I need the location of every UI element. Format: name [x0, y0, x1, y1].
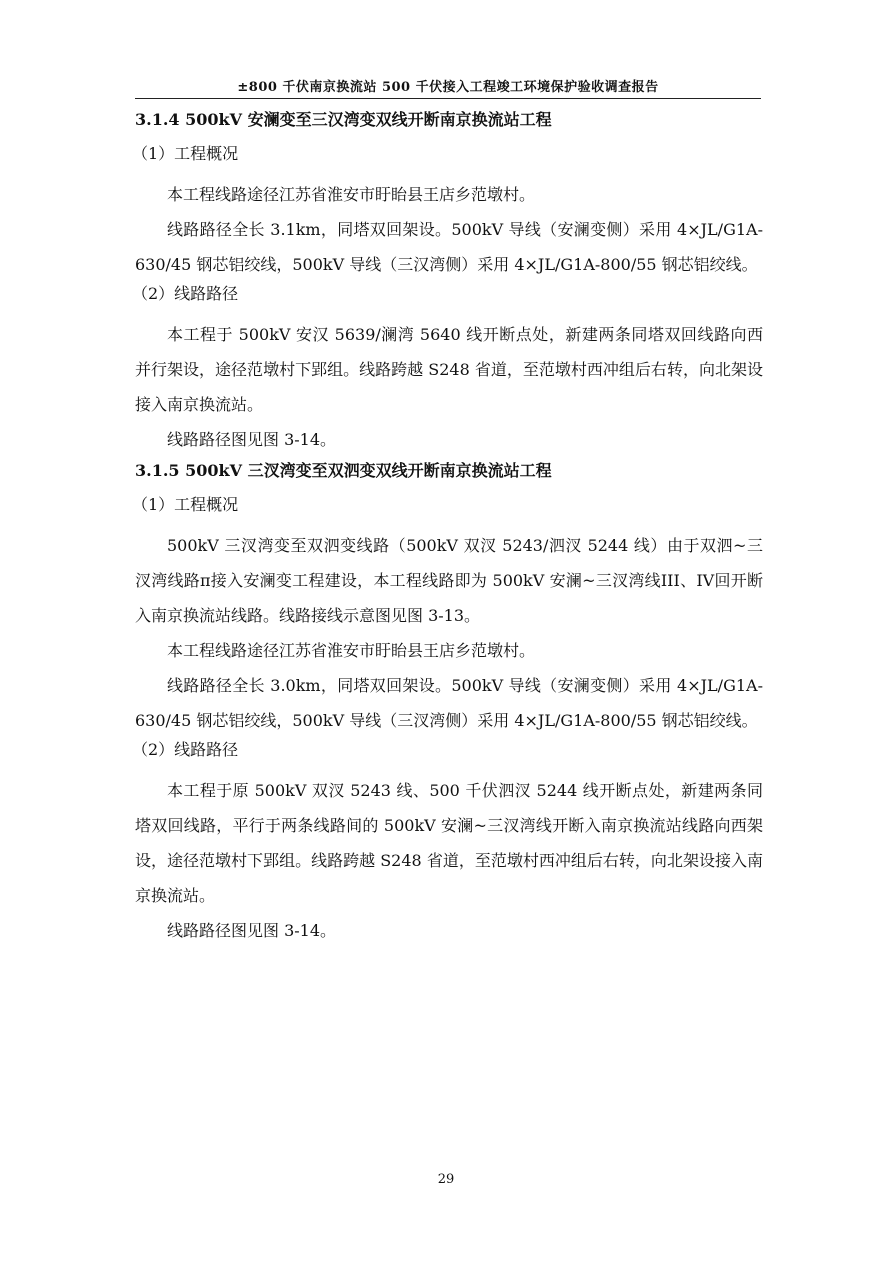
- paragraph: 本工程线路途径江苏省淮安市盱眙县王店乡范墩村。: [167, 185, 536, 204]
- subheading-overview: （1）工程概况: [132, 495, 239, 514]
- document-body: [132, 108, 763, 948]
- header-rule: [135, 98, 761, 99]
- paragraph: 线路路径图见图 3-14。: [167, 921, 337, 940]
- section-heading-3-1-4: 3.1.4 500kV 安澜变至三汉湾变双线开断南京换流站工程: [135, 110, 552, 129]
- paragraph: 本工程线路途径江苏省淮安市盱眙县王店乡范墩村。: [167, 641, 536, 660]
- paragraph: 500kV 三汊湾变至双泗变线路（500kV 双汊 5243/泗汊 5244 线）由于双泗~三汊湾线路π接入安澜变工程建设，本工程线路即为 500kV 安澜~三汊湾线III、IV回开断入南京换流站线路。线路接线示意图见图 3-13。: [135, 536, 763, 625]
- paragraph: 本工程于 500kV 安汉 5639/澜湾 5640 线开断点处，新建两条同塔双回线路向西并行架设，途径范墩村下郢组。线路跨越 S248 省道，至范墩村西冲组后右转，向北架设接入南京换流站。: [135, 325, 763, 414]
- paragraph: 线路路径全长 3.0km，同塔双回架设。500kV 导线（安澜变侧）采用 4×JL/G1A-630/45 钢芯铝绞线，500kV 导线（三汊湾侧）采用 4×JL/G1A-800/55 钢芯铝绞线。: [135, 676, 763, 730]
- paragraph: 本工程于原 500kV 双汊 5243 线、500 千伏泗汊 5244 线开断点处，新建两条同塔双回线路，平行于两条线路间的 500kV 安澜~三汊湾线开断入南京换流站线路向西架设，途径范墩村下郢组。线路跨越 S248 省道，至范墩村西冲组后右转，向北架设接入南京换流站。: [135, 781, 763, 905]
- subheading-route: （2）线路路径: [132, 740, 239, 759]
- page-header: ±800 千伏南京换流站 500 千伏接入工程竣工环境保护验收调查报告: [237, 80, 659, 95]
- paragraph: 线路路径全长 3.1km，同塔双回架设。500kV 导线（安澜变侧）采用 4×JL/G1A-630/45 钢芯铝绞线，500kV 导线（三汉湾侧）采用 4×JL/G1A-800/55 钢芯铝绞线。: [135, 220, 763, 274]
- subheading-overview: （1）工程概况: [132, 144, 239, 163]
- subheading-route: （2）线路路径: [132, 284, 239, 303]
- section-heading-3-1-5: 3.1.5 500kV 三汊湾变至双泗变双线开断南京换流站工程: [135, 461, 552, 480]
- paragraph: 线路路径图见图 3-14。: [167, 430, 337, 449]
- page-number: 29: [437, 1172, 455, 1187]
